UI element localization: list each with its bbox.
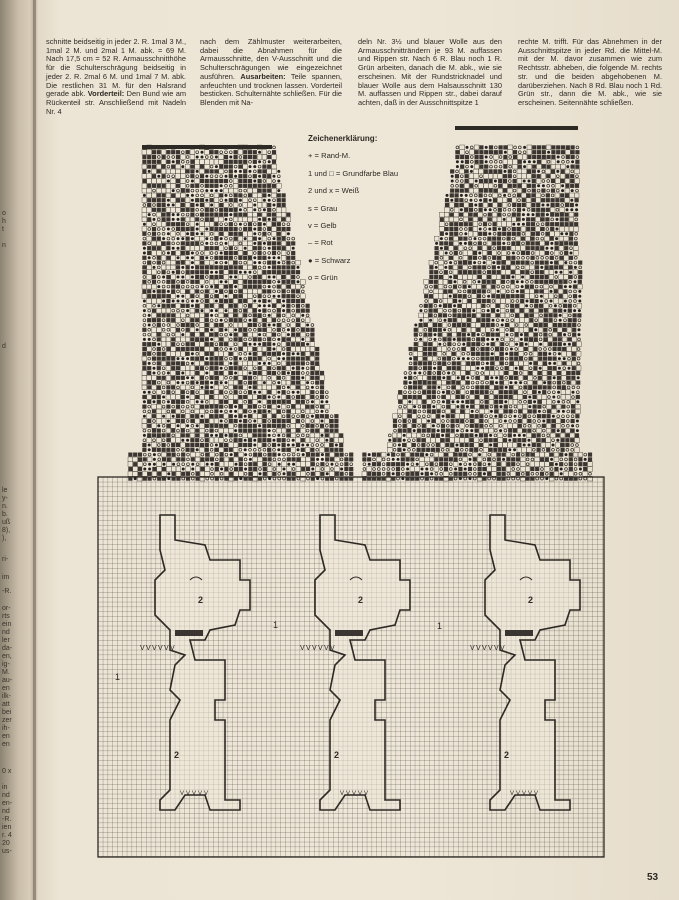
- column-3-text: deln Nr. 3½ und blauer Wolle aus den Armausschnitträndern je 93 M. auffassen und Rippen str. Nach 6 R. Blau noch 1 R. Grün arbeiten, danach die M. abk., wie sie erscheinen. Mit der Rundstricknadel und blauer Wolle aus dem Halsausschnitt 130 M. auffassen und Rippen str., dabei darauf achten, daß in der Ausschnittspitze 1: [358, 37, 502, 107]
- column-2-text: nach dem Zählmuster weiterarbeiten, dabei die Abnahmen für die Armausschnitte, den V-Ausschnitt und die Schulterschrägungen wie eingezeichnet ausführen.: [200, 37, 342, 81]
- edge-fragment: in nd en- nd -R. ien r. 4 20 us-: [2, 784, 13, 855]
- edge-fragment: d: [2, 343, 6, 350]
- svg-text:V: V: [522, 791, 527, 797]
- chart-label-1: 1: [273, 620, 279, 630]
- svg-text:V: V: [324, 645, 329, 652]
- legend-label: = Rand-M.: [312, 151, 351, 161]
- chart-label-2: 2: [334, 750, 340, 760]
- svg-text:V: V: [500, 645, 505, 652]
- edge-fragment: o h t n: [2, 210, 6, 249]
- svg-text:V: V: [204, 791, 209, 797]
- chart-label-1: 1: [115, 672, 121, 682]
- column-1-text-2: Den Bund wie am Rückenteil str. Anschließend mit Nadeln Nr. 4: [46, 89, 186, 116]
- legend-symbol: –: [308, 238, 313, 248]
- legend-symbol: s: [308, 203, 312, 213]
- legend-item: [308, 147, 398, 164]
- svg-text:V: V: [488, 645, 493, 652]
- legend: [308, 130, 398, 287]
- chart-label-2: 2: [198, 595, 204, 605]
- legend-label: = Grundfarbe Blau: [333, 168, 399, 178]
- legend-item: [308, 269, 398, 286]
- legend-symbol: ●: [308, 255, 313, 265]
- legend-label: = Grün: [312, 273, 338, 283]
- svg-text:V: V: [180, 791, 185, 797]
- chart-label-2: 2: [358, 595, 364, 605]
- svg-text:V: V: [192, 791, 197, 797]
- svg-text:V: V: [140, 645, 145, 652]
- edge-fragment: ri-: [2, 556, 9, 563]
- legend-symbol: v: [308, 221, 312, 231]
- edge-fragment: 0 x: [2, 768, 12, 775]
- chart-label-2: 2: [504, 750, 510, 760]
- svg-text:V: V: [300, 645, 305, 652]
- edge-fragment: im: [2, 574, 10, 581]
- svg-text:V: V: [510, 791, 515, 797]
- svg-text:V: V: [146, 645, 151, 652]
- legend-item: [308, 165, 398, 182]
- edge-fragment: le y- n. b. uß 8), ),: [2, 487, 11, 542]
- legend-item: [308, 217, 398, 234]
- svg-text:V: V: [158, 645, 163, 652]
- legend-symbol: 1 und □: [308, 168, 334, 178]
- column-4-text: rechte M. trifft. Für das Abnehmen in der Ausschnittspitze in jeder Rd. die Mittel-M. mit der M. davor zusammen wie zum Rechtsstr. abheben, die folgende M. rechts str. und die beiden abgehobenen M. darüberziehen. Nach 8 Rd. Blau noch 1 Rd. Grün str., dann die M. abk., wie sie erscheinen. Seitennähte schließen.: [518, 37, 662, 107]
- svg-text:V: V: [340, 791, 345, 797]
- chart-label-2: 2: [174, 750, 180, 760]
- svg-text:V: V: [358, 791, 363, 797]
- svg-text:V: V: [352, 791, 357, 797]
- legend-item: [308, 200, 398, 217]
- legend-label: = Weiß: [332, 186, 360, 196]
- legend-items: [308, 147, 398, 286]
- bear-motifs: [140, 515, 580, 810]
- svg-text:V: V: [494, 645, 499, 652]
- edge-fragment: or- rts ein nd ler da- en, ig- M. au- en ilk- att bei zer ih- en en: [2, 605, 13, 748]
- legend-label: = Gelb: [311, 221, 337, 231]
- legend-label: = Schwarz: [312, 255, 351, 265]
- column-2-heading: Ausarbeiten:: [240, 71, 286, 81]
- legend-symbol: o: [308, 273, 313, 283]
- column-1-heading: Vorderteil:: [87, 89, 125, 99]
- chart-label-2: 2: [528, 595, 534, 605]
- legend-symbol: +: [308, 151, 313, 161]
- svg-text:V: V: [198, 791, 203, 797]
- svg-text:V: V: [534, 791, 539, 797]
- svg-text:V: V: [170, 645, 175, 652]
- svg-text:V: V: [152, 645, 157, 652]
- legend-label: = Grau: [311, 203, 338, 213]
- svg-text:V: V: [516, 791, 521, 797]
- legend-title: Zeichenerklärung:: [308, 134, 378, 143]
- svg-text:V: V: [346, 791, 351, 797]
- edge-fragment: -R.: [2, 588, 12, 595]
- legend-item: [308, 182, 398, 199]
- chart-label-1: 1: [437, 621, 443, 631]
- svg-text:V: V: [312, 645, 317, 652]
- svg-text:V: V: [470, 645, 475, 652]
- svg-text:V: V: [318, 645, 323, 652]
- svg-text:V: V: [528, 791, 533, 797]
- legend-symbol: 2 und x: [308, 186, 333, 196]
- legend-item: [308, 234, 398, 251]
- svg-text:V: V: [482, 645, 487, 652]
- svg-text:V: V: [330, 645, 335, 652]
- column-2-text-2: Teile spannen, anfeuchten und trocknen lassen. Vorderteil besticken. Schulternähte schließen. Für die Blenden mit Na-: [200, 71, 342, 107]
- svg-text:V: V: [164, 645, 169, 652]
- svg-text:V: V: [186, 791, 191, 797]
- svg-text:V: V: [476, 645, 481, 652]
- legend-label: = Rot: [312, 238, 333, 248]
- svg-text:V: V: [364, 791, 369, 797]
- column-1-text: schnitte beidseitig in jeder 2. R. 1mal 3 M., 1mal 2 M. und 2mal 1 M. abk. = 69 M. Nach 17,5 cm = 52 R. Armausschnitthöhe für die Schulterschrägung beidseitig in jeder 2. R. 2mal 6 M. und 1mal 7 M. abk. Die restlichen 31 M. für den Halsrand gerade abk.: [46, 37, 186, 99]
- page-number: 53: [647, 872, 659, 883]
- svg-text:V: V: [306, 645, 311, 652]
- legend-item: [308, 252, 398, 269]
